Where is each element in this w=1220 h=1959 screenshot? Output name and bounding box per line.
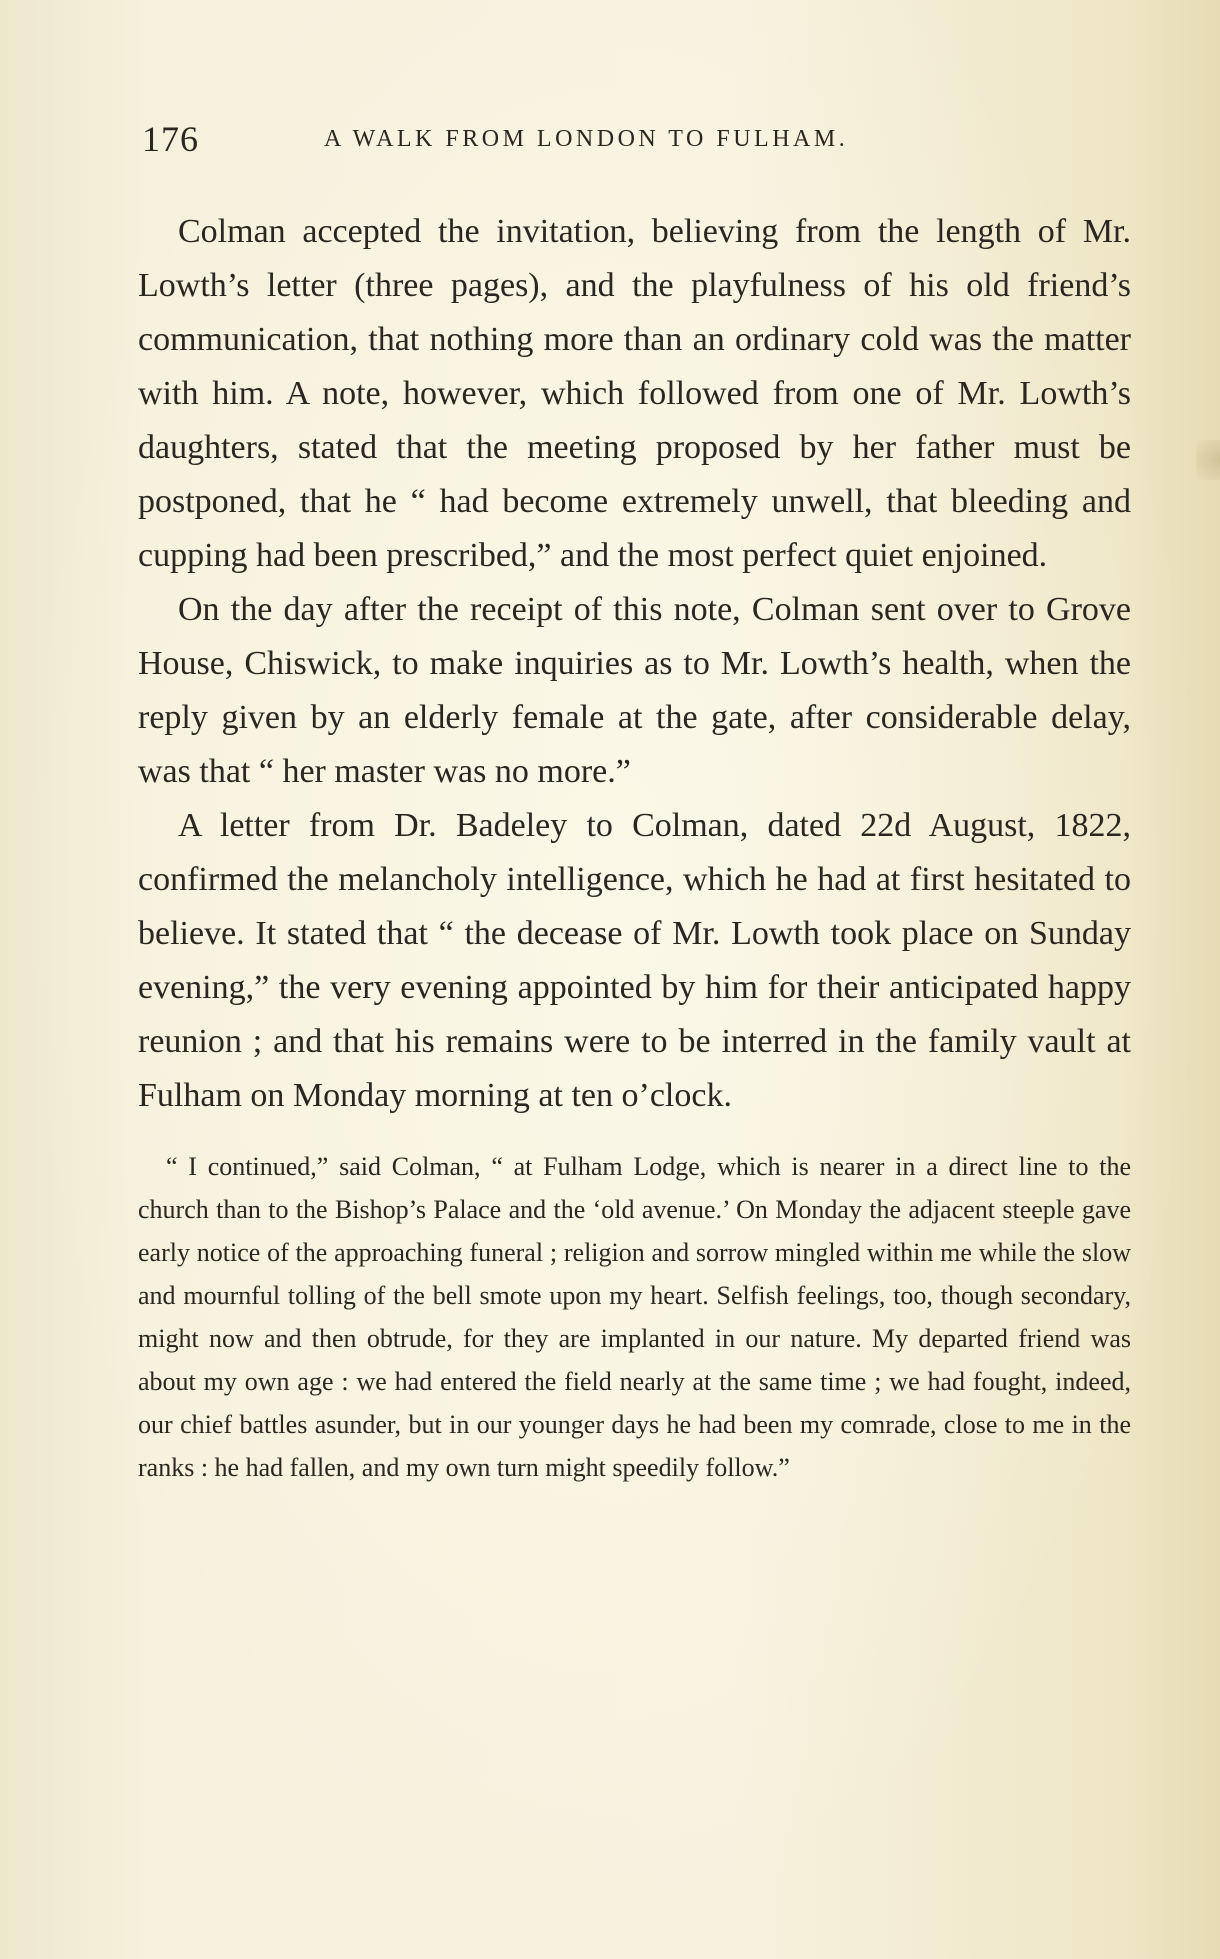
paragraph-invitation: Colman accepted the invitation, believing from the length of Mr. Lowth’s letter (three pages), and the playfulness of his old friend’s communication, that nothing more than an ordinary cold was the matter with him. A note, however, which followed from one of Mr. Lowth’s daughters, stated that the meeting proposed by her father must be postponed, that he “ had become extremely unwell, that bleeding and cupping had been prescribed,” and the most perfect quiet enjoined. (138, 213, 1131, 574)
page-number: 176 (142, 119, 199, 159)
running-head (142, 118, 1142, 158)
running-title: A WALK FROM LONDON TO FULHAM. (324, 126, 849, 152)
block-quote: “ I continued,” said Colman, “ at Fulham Lodge, which is nearer in a direct line to the church than to the Bishop’s Palace and the ‘old avenue.’ On Monday the adjacent steeple gave early notice of the approaching funeral ; religion and sorrow mingled within me while the slow and mournful tolling of the bell smote upon my heart. Selfish feelings, too, though secondary, might now and then obtrude, for they are implanted in our nature. My departed friend was about my own age : we had entered the field nearly at the same time ; we had fought, indeed, our chief battles asunder, but in our younger days he had been my comrade, close to me in the ranks : he had fallen, and my own turn might speedily follow.” (138, 1152, 1131, 1482)
page-edge-stain (1196, 440, 1220, 480)
paragraph-inquiry: On the day after the receipt of this note, Colman sent over to Grove House, Chiswick, to make inquiries as to Mr. Lowth’s health, when the reply given by an elderly female at the gate, after considerable delay, was that “ her master was no more.” (138, 591, 1131, 790)
paragraph-letter: A letter from Dr. Badeley to Colman, dated 22d August, 1822, confirmed the melancholy intelligence, which he had at first hesitated to believe. It stated that “ the decease of Mr. Lowth took place on Sunday evening,” the very evening appointed by him for their anticipated happy reunion ; and that his remains were to be interred in the family vault at Fulham on Monday morning at ten o’clock. (138, 807, 1131, 1114)
body-text (138, 205, 1131, 1489)
